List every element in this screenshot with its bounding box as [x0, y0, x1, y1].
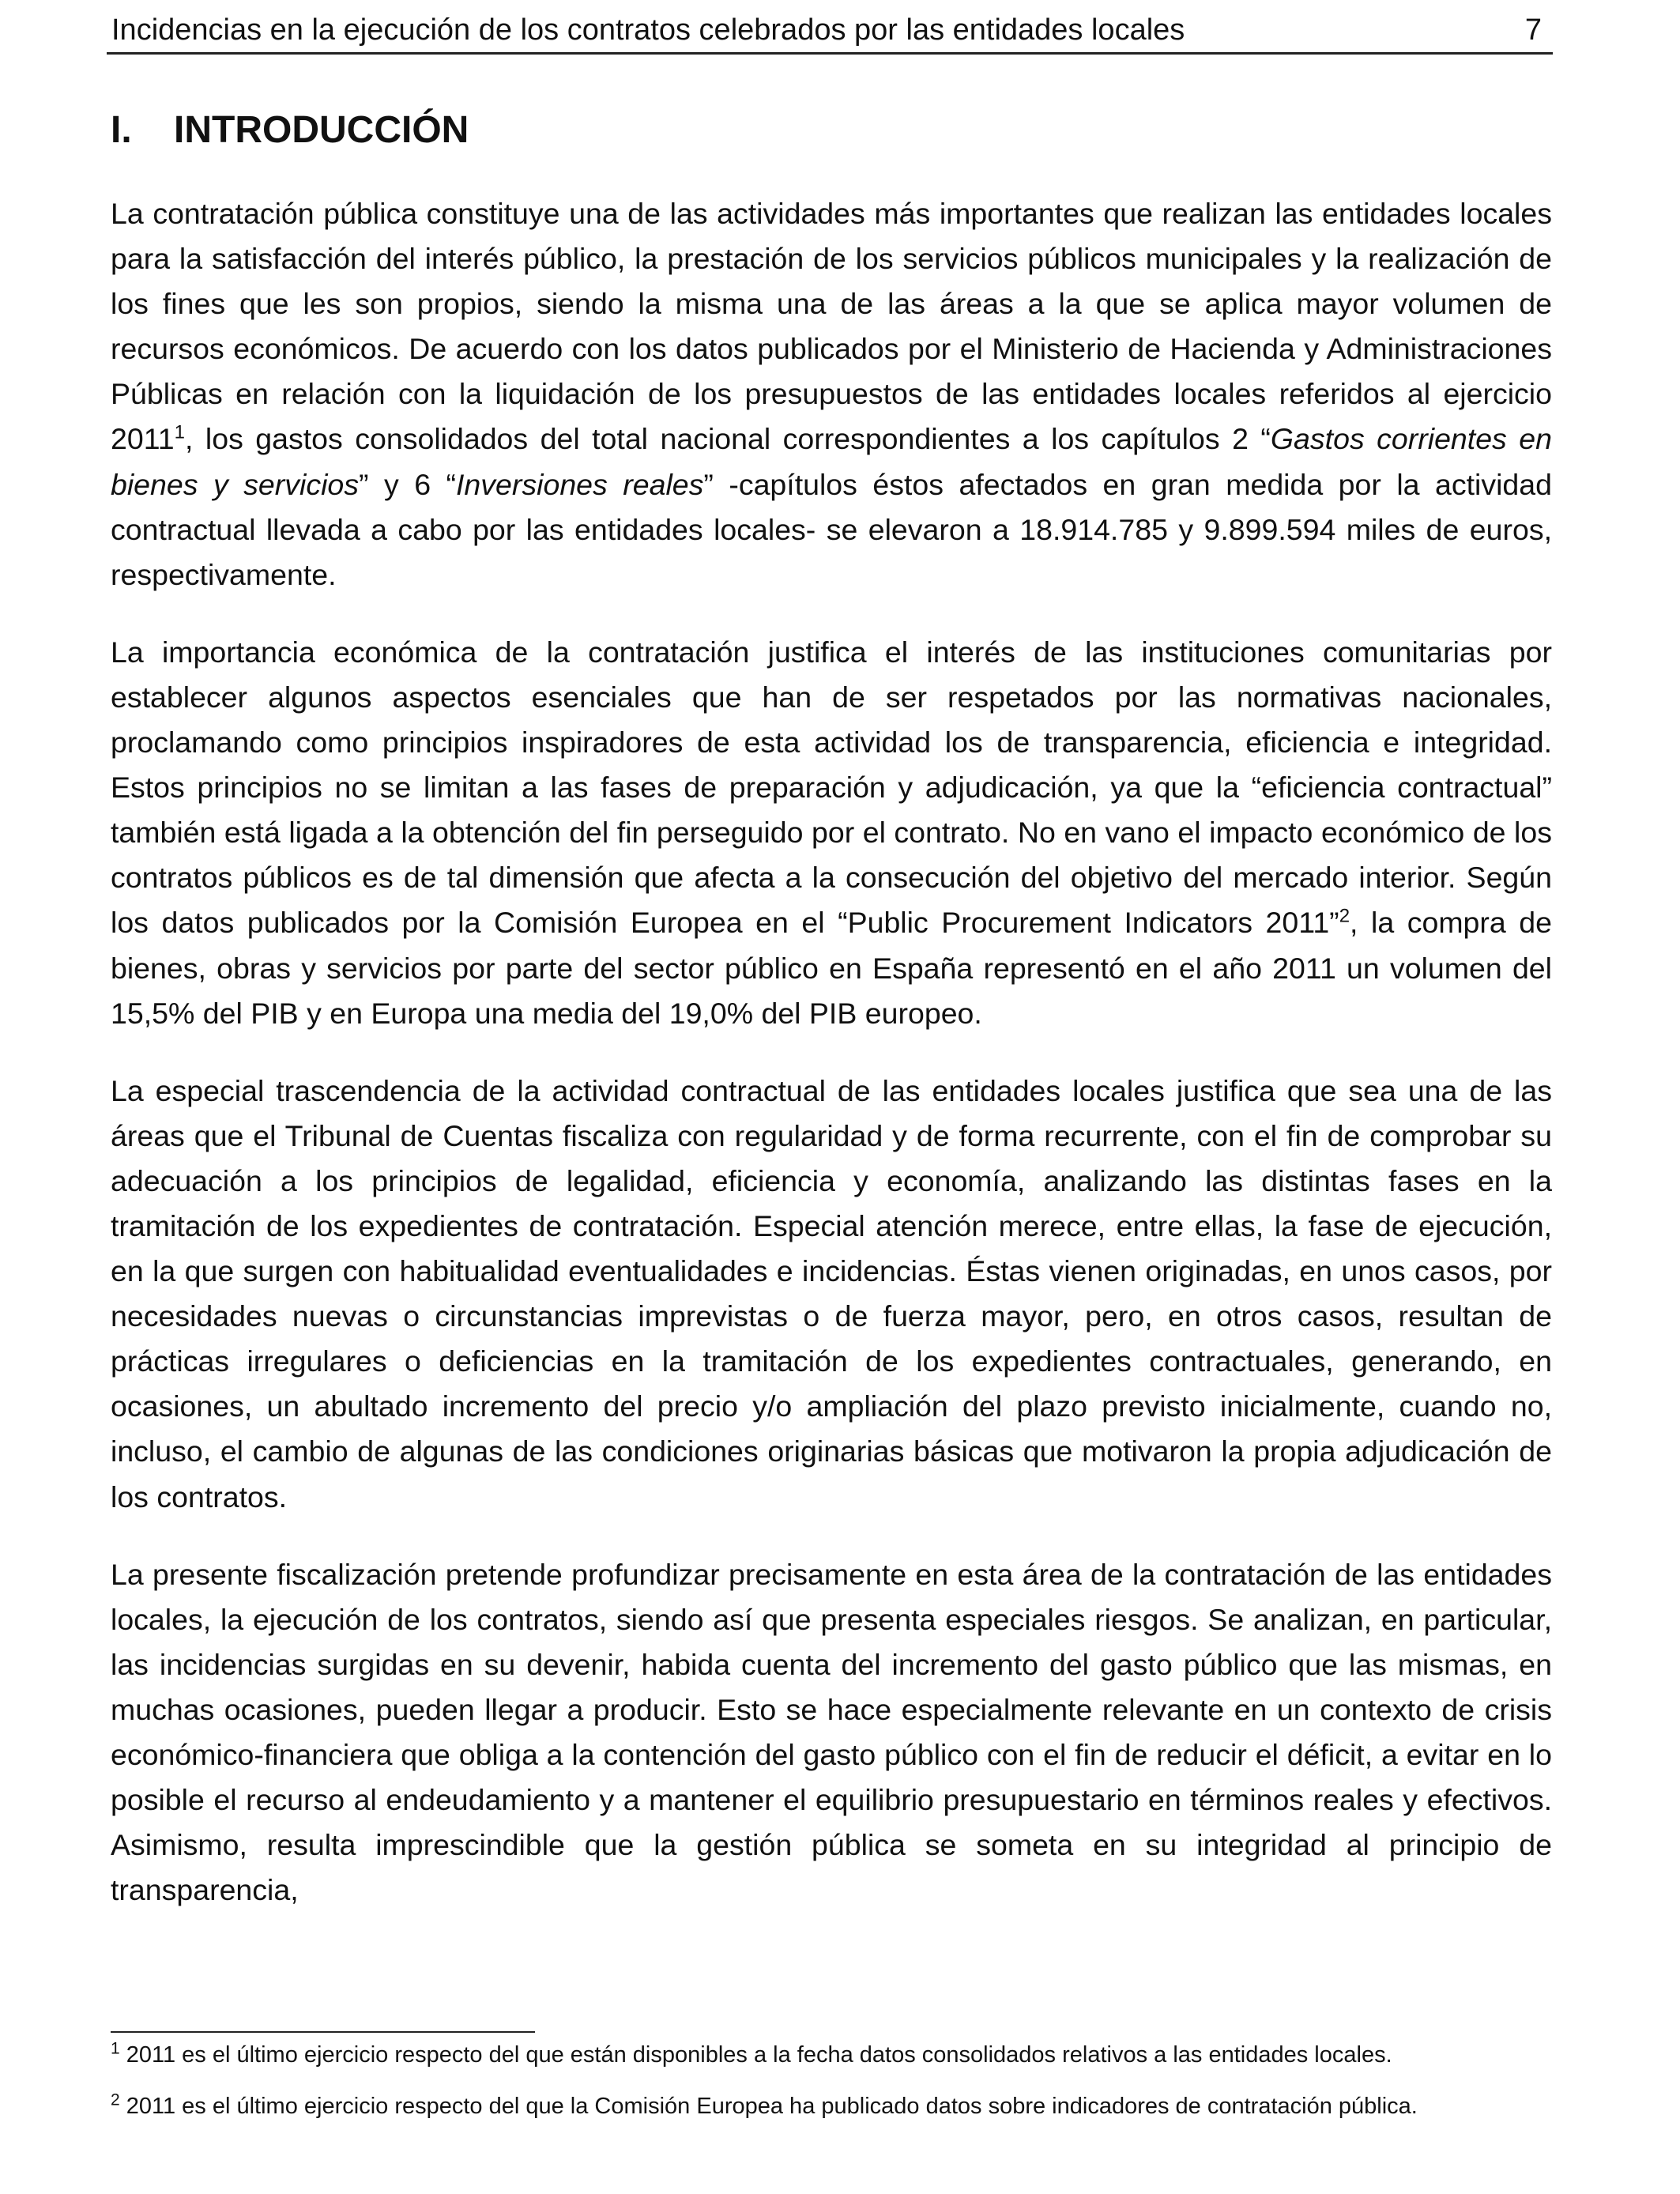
footnote-number: 1 — [111, 2039, 120, 2058]
paragraph-1-italic-a: Gastos corrientes en bienes y servicios — [111, 422, 1552, 501]
paragraph-3: La especial trascendencia de la actividad contractual de las entidades locales justifica que sea una de las áreas que el Tribunal de Cuentas fiscaliza con regularidad y de forma recurrente, con el fin de comprobar su adecuación a los principios de legalidad, eficiencia y economía, analizando las distintas fases en la tramitación de los expedientes de contratación. Especial atención merece, entre ellas, la fase de ejecución, en la que surgen con habitualidad eventualidades e incidencias. Éstas vienen originadas, en unos casos, por necesidades nuevas o circunstancias imprevistas o de fuerza mayor, pero, en otros casos, resultan de prácticas irregulares o deficiencias en la tramitación de los expedientes contractuales, generando, en ocasiones, un abultado incremento del precio y/o ampliación del plazo previsto inicialmente, cuando no, incluso, el cambio de algunas de las condiciones originarias básicas que motivaron la propia adjudicación de los contratos. — [111, 1073, 1552, 1514]
paragraph-4: La presente fiscalización pretende profundizar precisamente en esta área de la contratación de las entidades locales, la ejecución de los contratos, siendo así que presenta especiales riesgos. Se analizan, en particular, las incidencias surgidas en su devenir, habida cuenta del incremento del gasto público que las mismas, en muchas ocasiones, pueden llegar a producir. Esto se hace especialmente relevante en un contexto de crisis económico-financiera que obliga a la contención del gasto público con el fin de reducir el déficit, a evitar en lo posible el recurso al endeudamiento y a mantener el equilibrio presupuestario en términos reales y efectivos. Asimismo, resulta imprescindible que la gestión pública se someta en su integridad al principio de transparencia, — [111, 1557, 1552, 1907]
page-header — [107, 6, 1553, 55]
running-title: Incidencias en la ejecución de los contratos celebrados por las entidades locales — [111, 13, 1185, 47]
footnotes — [111, 2041, 1552, 2143]
paragraph-1-text-c: ” y 6 “ — [359, 467, 457, 501]
section-heading — [111, 107, 469, 154]
section-number: I. — [111, 109, 132, 151]
paragraph-2 — [111, 630, 1552, 1036]
paragraph-1-text-d: ” -capítulos éstos afectados en gran medida por la actividad contractual llevada a cabo por las entidades locales- se elevaron a 18.914.785 y 9.899.594 miles de euros, respectivamente. — [111, 467, 1552, 591]
footnote-1 — [111, 2041, 1552, 2070]
footnote-text: 2011 es el último ejercicio respecto del que están disponibles a la fecha datos consolidados relativos a las entidades locales. — [119, 2042, 1392, 2068]
footnote-separator — [111, 2031, 535, 2033]
footnote-ref-2[interactable]: 2 — [1339, 905, 1350, 927]
paragraph-1-text-b: , los gastos consolidados del total nacional correspondientes a los capítulos 2 “ — [185, 422, 1271, 456]
paragraph-1-text-a: La contratación pública constituye una de las actividades más importantes que realizan las entidades locales para la satisfacción del interés público, la prestación de los servicios públicos municipales y la realización de los fines que les son propios, siendo la misma una de las áreas a la que se aplica mayor volumen de recursos económicos. De acuerdo con los datos publicados por el Ministerio de Hacienda y Administraciones Públicas en relación con la liquidación de los presupuestos de las entidades locales referidos al ejercicio 2011 — [111, 197, 1552, 456]
paragraph-2-text-a: La importancia económica de la contratación justifica el interés de las instituciones comunitarias por establecer algunos aspectos esenciales que han de ser respetados por las normativas nacionales, proclamando como principios inspiradores de esta actividad los de transparencia, eficiencia e integridad. Estos principios no se limitan a las fases de preparación y adjudicación, ya que la “eficiencia contractual” también está ligada a la obtención del fin perseguido por el contrato. No en vano el impacto económico de los contratos públicos es de tal dimensión que afecta a la consecución del objetivo del mercado interior. Según los datos publicados por la Comisión Europea en el “Public Procurement Indicators 2011” — [111, 635, 1552, 940]
footnote-2 — [111, 2092, 1552, 2121]
footnote-ref-1[interactable]: 1 — [174, 421, 185, 443]
body-text — [111, 191, 1552, 1913]
paragraph-1-italic-b: Inversiones reales — [456, 467, 704, 501]
footnote-number: 2 — [111, 2090, 120, 2109]
section-title: INTRODUCCIÓN — [174, 109, 469, 151]
footnote-text: 2011 es el último ejercicio respecto del que la Comisión Europea ha publicado datos sobre indicadores de contratación pública. — [119, 2094, 1418, 2119]
paragraph-2-text-b: , la compra de bienes, obras y servicios por parte del sector público en España representó en el año 2011 un volumen del 15,5% del PIB y en Europa una media del 19,0% del PIB europeo. — [111, 906, 1552, 1030]
page-number: 7 — [1524, 13, 1542, 47]
paragraph-1 — [111, 191, 1552, 598]
